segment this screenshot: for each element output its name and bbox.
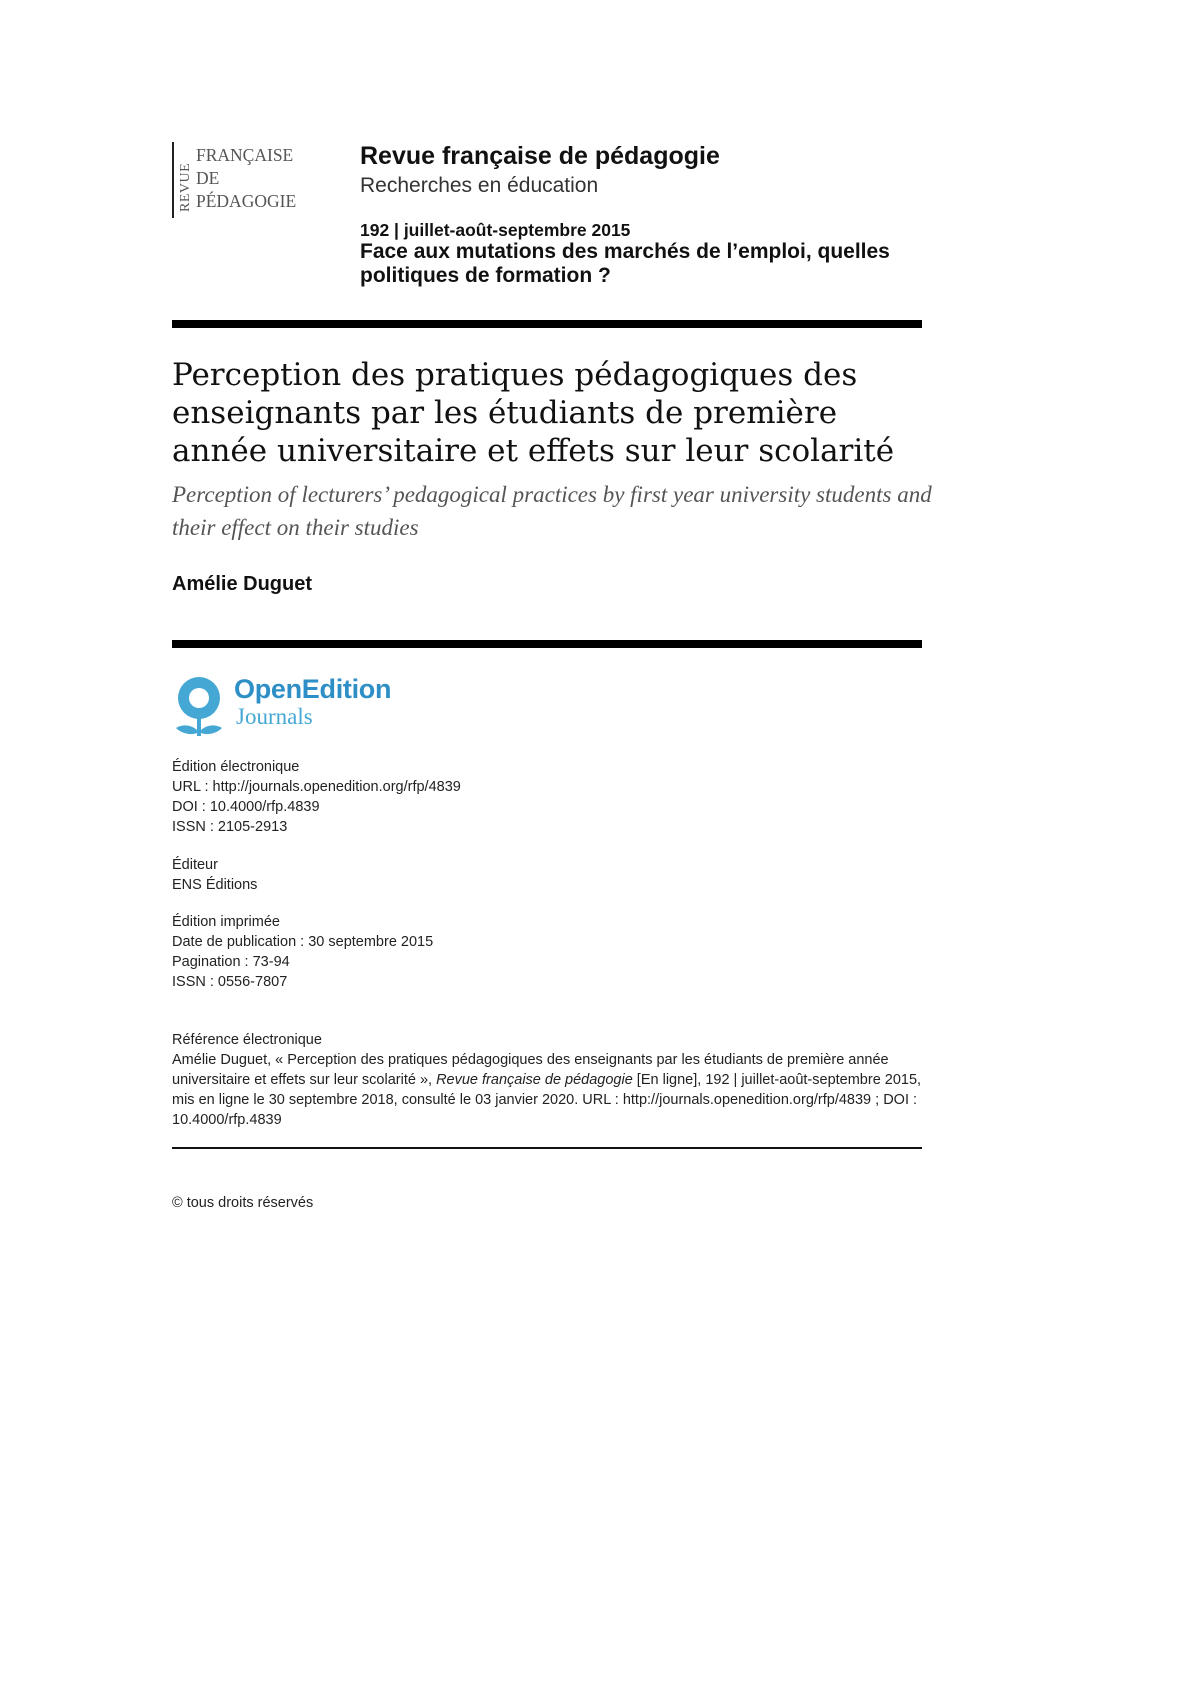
logo-vertical-bar — [172, 142, 174, 218]
copyright-notice: © tous droits réservés — [172, 1195, 314, 1211]
print-edition-heading: Édition imprimée — [172, 914, 280, 930]
author-name: Amélie Duguet — [172, 573, 313, 595]
print-edition-pages: Pagination : 73-94 — [172, 954, 290, 970]
print-edition — [172, 912, 433, 992]
electronic-edition-doi: DOI : 10.4000/rfp.4839 — [172, 799, 320, 815]
openedition-logo — [172, 674, 432, 738]
electronic-reference — [172, 1030, 932, 1130]
electronic-edition — [172, 757, 461, 837]
electronic-edition-heading: Édition électronique — [172, 759, 300, 775]
publisher-heading: Éditeur — [172, 857, 218, 873]
logo-line-3: PÉDAGOGIE — [196, 191, 297, 211]
logo-line-1: FRANÇAISE — [196, 145, 294, 165]
article-title-english: Perception of lecturers’ pedagogical practices by first year university students and their effect on their studies — [172, 482, 932, 540]
reference-text-before: Amélie Duguet, « Perception des pratiques pédagogiques des enseignants par les étudiants de première année universitaire et effets sur leur scolarité », — [172, 1052, 889, 1088]
logo-vertical-word: REVUE — [178, 162, 193, 212]
logo-line-2: DE — [196, 168, 220, 188]
journal-name: Revue française de pédagogie — [360, 142, 720, 170]
bottom-divider — [172, 1147, 922, 1149]
print-edition-issn: ISSN : 0556-7807 — [172, 974, 288, 990]
issue-title: Face aux mutations des marchés de l’emploi, quelles politiques de formation ? — [360, 240, 890, 287]
electronic-edition-url[interactable]: URL : http://journals.openedition.org/rfp/4839 — [172, 779, 461, 795]
reference-heading: Référence électronique — [172, 1032, 322, 1048]
reference-journal-name: Revue française de pédagogie — [436, 1072, 633, 1088]
electronic-edition-issn: ISSN : 2105-2913 — [172, 819, 288, 835]
middle-divider — [172, 640, 922, 648]
journal-subtitle: Recherches en éducation — [360, 174, 599, 197]
journal-logo — [172, 140, 332, 220]
openedition-flower-icon — [172, 674, 228, 738]
openedition-sub: Journals — [236, 704, 313, 729]
publisher-info — [172, 855, 257, 895]
reference-text — [172, 1050, 932, 1130]
top-divider — [172, 320, 922, 328]
print-edition-date: Date de publication : 30 septembre 2015 — [172, 934, 434, 950]
publisher-name: ENS Éditions — [172, 877, 258, 893]
issue-number: 192 | juillet-août-septembre 2015 — [360, 220, 631, 240]
article-title: Perception des pratiques pédagogiques des enseignants par les étudiants de première année universitaire et effets sur leur scolarité — [172, 357, 895, 469]
openedition-name: OpenEdition — [234, 674, 392, 704]
logo-lines — [196, 144, 296, 213]
reference-text-after: [En ligne], 192 | juillet-août-septembre 2015, mis en ligne le 30 septembre 2018, consulté le 03 janvier 2020. URL : http://journals.openedition.org/rfp/4839 ; DOI : 10.4000/rfp.4839 — [172, 1072, 922, 1128]
